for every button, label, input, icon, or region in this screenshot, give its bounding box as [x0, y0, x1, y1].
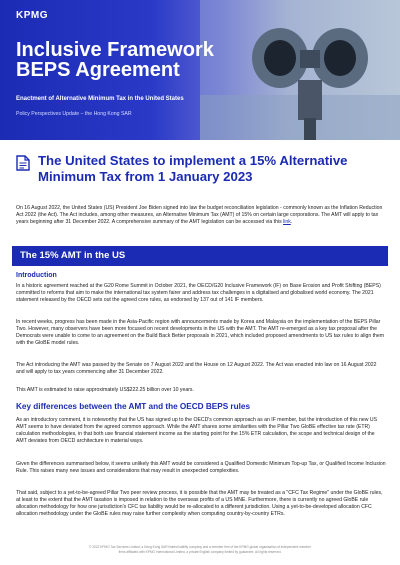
intro-end: . [290, 219, 293, 225]
section2-paragraph-3: That said, subject to a yet-to-be-agreed Pillar Two peer review process, it is possible that the AMT may be treated as a "CFC Tax Regime" under the GloBE rules, at least to the extent that the AMT taxation is imposed in relation to the overseas profits of a US MNE. Furthermore, there is currently no agreed GloBE rule allocation methodology for how one jurisdiction's CFC tax liability would be re-allocated to a different jurisdiction. Using a yet-to-be-developed allocation CFC allocation methodology under the GloBE rules may raise further complexity when computing country-by-country ETRs. [16, 490, 383, 517]
section2-paragraph-1: As an introductory comment, it is noteworthy that the US has signed up to the OECD's common approach as an IF member, but the introduction of this new US AMT seems to have deviated from the agreed common approach. While the AMT shares some similarities with the Pillar Two GloBE effective tax rate (ETR) calculation methodologies, in that both use financial statement income as the starting point for the 15% ETR calculation, the scope and technical design of the AMT deviates from OECD architecture in material ways. [16, 417, 378, 444]
article-heading-text: The United States to implement a 15% Alternative Minimum Tax from 1 January 2023 [38, 153, 348, 184]
introduction-heading: Introduction [16, 272, 57, 279]
article-heading [16, 153, 386, 185]
article-heading-block [16, 153, 386, 185]
section1-paragraph-1: In a historic agreement reached at the G20 Rome Summit in October 2021, the OECD/G20 Inclusive Framework (IF) on Base Erosion and Profit Shifting (BEPS) committed to reforms that aim to make the international tax system fairer and address tax challenges in a digitalised and globalised world economy. The 2021 statement released by the OECD sets out the agreed core rules, as endorsed by 137 out of 141 IF members. [16, 283, 381, 303]
section-band-amt: The 15% AMT in the US [12, 246, 388, 266]
kpmg-logo: KPMG [16, 10, 48, 21]
amt-summary-link[interactable]: link [283, 219, 291, 225]
footer-line-2: firms affiliated with KPMG International Limited, a private English company limited by guarantee. All rights reserved. [118, 550, 282, 554]
report-title: Inclusive Framework BEPS Agreement [16, 39, 214, 81]
section1-paragraph-3: The Act introducing the AMT was passed by the Senate on 7 August 2022 and the House on 12 August 2022. The Act was enacted into law on 16 August 2022 and will apply to tax years commencing after 31 December 2022. [16, 362, 377, 375]
report-series: Policy Perspectives Update – the Hong Kong SAR [16, 111, 132, 117]
section2-paragraph-2: Given the differences summarised below, it seems unlikely this AMT would be considered a Qualified Domestic Minimum Top-up Tax, or Qualified Income Inclusion Rule. This raises many new issues and considerations that may result in unexpected complexities. [16, 461, 386, 474]
hero-banner [0, 0, 400, 140]
report-subtitle: Enactment of Alternative Minimum Tax in the United States [16, 96, 184, 102]
footer-line-1: © 2022 KPMG Tax Services Limited, a Hong Kong SAR limited liability company and a member firm of the KPMG global organisation of independent member [89, 545, 311, 549]
section1-paragraph-4: This AMT is estimated to raise approximately US$222.25 billion over 10 years. [16, 387, 194, 393]
intro-paragraph [16, 205, 386, 226]
intro-text: On 16 August 2022, the United States (US) President Joe Biden signed into law the budget reconciliation legislation - commonly known as the Inflation Reduction Act 2022 (the Act). The Act includes, among other measures, an Alternative Minimum Tax (AMT) of 15% on certain large corporations. The AMT will apply to tax years beginning after 31 December 2022. A comprehensive summary of the AMT legislation can be accessed via this [16, 205, 383, 225]
footer-copyright [30, 545, 370, 555]
section1-paragraph-2: In recent weeks, progress has been made in the Asia-Pacific region with announcements made by Korea and Malaysia on the implementation of the BEPS Pillar Two. However, many observers have been more focused on recent developments in the US with the AMT. The AMT re-emerged as a key tax proposal after the Democrats were unable to come to an agreement on the Build Back Better proposals in 2021, which included proposed amendments to US tax rules to align them with the GloBE model rules. [16, 319, 385, 346]
document-icon [16, 155, 30, 171]
key-differences-heading: Key differences between the AMT and the OECD BEPS rules [16, 402, 251, 411]
